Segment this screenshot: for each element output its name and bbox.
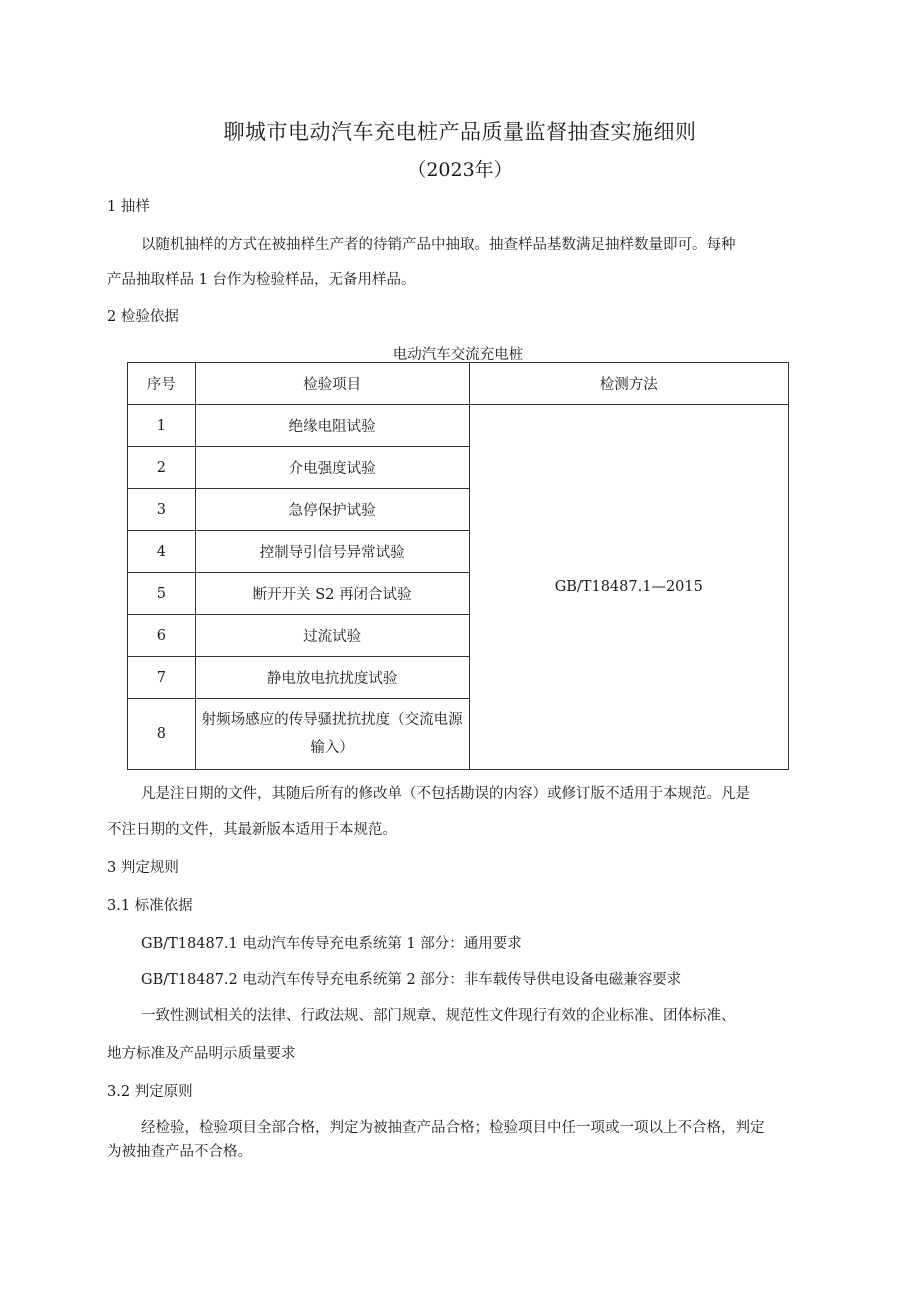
section-3-1-heading: 3.1 标准依据 bbox=[107, 898, 193, 914]
row-item: 静电放电抗扰度试验 bbox=[195, 657, 469, 699]
row-serial: 3 bbox=[128, 489, 196, 531]
table-note-line-1: 凡是注日期的文件，其随后所有的修改单（不包括勘误的内容）或修订版不适用于本规范。凡是 bbox=[141, 786, 750, 802]
row-serial: 1 bbox=[128, 405, 196, 447]
header-method: 检测方法 bbox=[469, 363, 788, 405]
row-serial: 7 bbox=[128, 657, 196, 699]
section-3-2-heading: 3.2 判定原则 bbox=[107, 1084, 193, 1100]
row-item: 介电强度试验 bbox=[195, 447, 469, 489]
section-1-paragraph-line-2: 产品抽取样品 1 台作为检验样品，无备用样品。 bbox=[107, 272, 416, 288]
test-method-cell: GB/T18487.1—2015 bbox=[469, 405, 788, 770]
row-item: 绝缘电阻试验 bbox=[195, 405, 469, 447]
table-caption: 电动汽车交流充电桩 bbox=[392, 347, 524, 363]
row-serial: 4 bbox=[128, 531, 196, 573]
header-serial: 序号 bbox=[128, 363, 196, 405]
section-1-paragraph-line-1: 以随机抽样的方式在被抽样生产者的待销产品中抽取。抽查样品基数满足抽样数量即可。每种 bbox=[141, 237, 736, 253]
section-3-heading: 3 判定规则 bbox=[107, 860, 179, 876]
row-item-text: 射频场感应的传导骚扰抗扰度（交流电源输入） bbox=[201, 712, 463, 756]
judgement-rule-line-2: 为被抽查产品不合格。 bbox=[107, 1144, 252, 1160]
section-1-heading: 1 抽样 bbox=[107, 199, 150, 215]
regulation-line-1: 一致性测试相关的法律、行政法规、部门规章、规范性文件现行有效的企业标准、团体标准、 bbox=[141, 1008, 736, 1024]
standard-reference-1: GB/T18487.1 电动汽车传导充电系统第 1 部分：通用要求 bbox=[141, 936, 522, 952]
header-item: 检验项目 bbox=[195, 363, 469, 405]
table-row bbox=[128, 405, 789, 447]
document-year: （2023年） bbox=[407, 159, 513, 181]
row-item: 急停保护试验 bbox=[195, 489, 469, 531]
document-title: 聊城市电动汽车充电桩产品质量监督抽查实施细则 bbox=[223, 120, 697, 144]
row-serial: 5 bbox=[128, 573, 196, 615]
table-note-line-2: 不注日期的文件，其最新版本适用于本规范。 bbox=[107, 822, 397, 838]
row-item: 断开开关 S2 再闭合试验 bbox=[195, 573, 469, 615]
regulation-line-2: 地方标准及产品明示质量要求 bbox=[107, 1046, 296, 1062]
row-item: 过流试验 bbox=[195, 615, 469, 657]
row-serial: 6 bbox=[128, 615, 196, 657]
judgement-rule-line-1: 经检验，检验项目全部合格，判定为被抽查产品合格；检验项目中任一项或一项以上不合格，判定 bbox=[141, 1120, 765, 1136]
standard-reference-2: GB/T18487.2 电动汽车传导充电系统第 2 部分：非车载传导供电设备电磁兼容要求 bbox=[141, 972, 682, 988]
row-serial: 2 bbox=[128, 447, 196, 489]
row-item-wrapped bbox=[195, 699, 469, 770]
row-item: 控制导引信号异常试验 bbox=[195, 531, 469, 573]
table-header-row bbox=[128, 363, 789, 405]
row-serial: 8 bbox=[128, 699, 196, 770]
section-2-heading: 2 检验依据 bbox=[107, 309, 179, 325]
inspection-table bbox=[127, 362, 789, 770]
